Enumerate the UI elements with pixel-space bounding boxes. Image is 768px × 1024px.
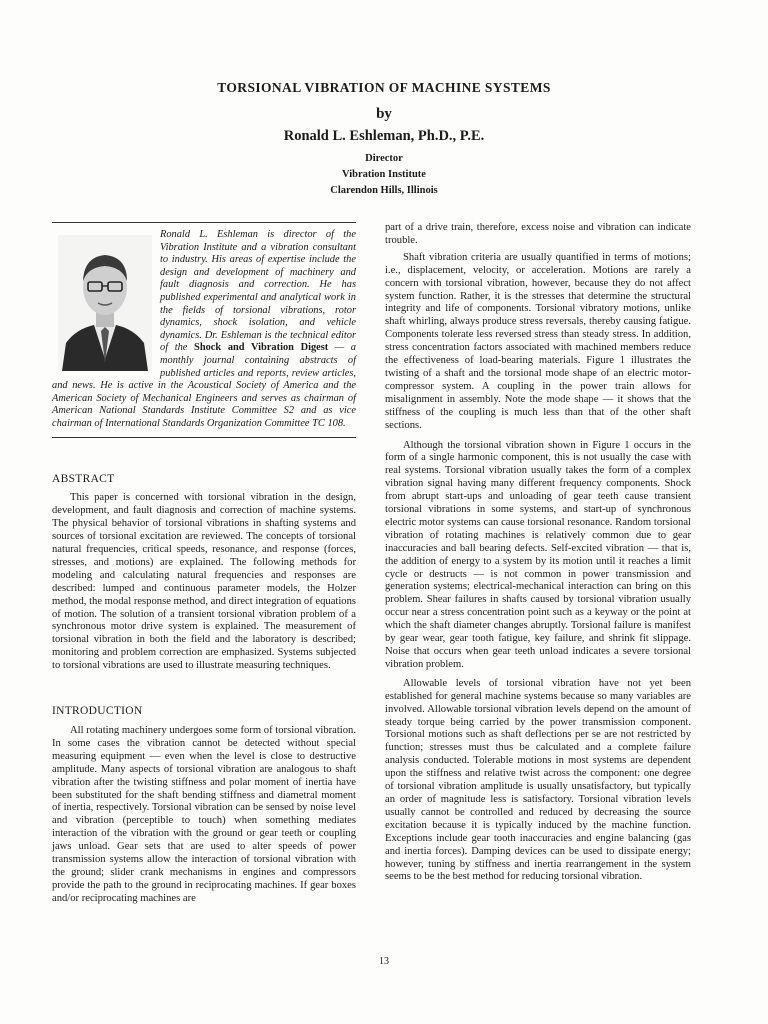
introduction-text: All rotating machinery undergoes some form of torsional vibration. In some cases the vibration cannot be detected without special measuring equipment — even when the level is close to destructive amplitude. Many aspects of torsional vibration are analogous to shaft vibration after the twisting stiffness and polar moment of inertia have been substituted for the shaft bending stiffness and diametral moment of inertia, respectively. Torsional vibration can be sensed by noise level and vibration (perceptible to touch) when something mediates interaction of the vibration with the ground or gear teeth or coupling jaws unload. Gear sets that are used to alter speeds of power transmission systems allow the interaction of torsional vibration with the ground; slider crank mechanisms in engines and compressors provide the path to the ground in reciprocating machines. If gear boxes and/or reciprocating machines are xyxy=(52,725,356,904)
author-affiliation xyxy=(0,151,768,199)
abstract-text: This paper is concerned with torsional vibration in the design, development, and fault diagnosis and correction of machine systems. The physical behavior of torsional vibrations in shafting systems and sources of torsional excitation are reviewed. The concepts of torsional natural frequencies, critical speeds, resonance, and response (forces, stresses, and motions) are explained. The following methods for modeling and calculating natural frequencies and responses are described: lumped and continuous parameter models, the Holzer method, the modal response method, and direct integration of equations of motion. The solution of a transient torsional vibration problem of a synchronous motor drive system is explained. The measurement of torsional vibration in both the field and the laboratory is described; monitoring and problem correction are emphasized. Systems subjected to torsional vibrations are used to illustrate measuring techniques. xyxy=(52,492,356,672)
abstract-heading: ABSTRACT xyxy=(52,472,115,485)
right-paragraph-3: Although the torsional vibration shown in Figure 1 occurs in the form of a single harmonic component, this is not usually the case with real systems. Torsional vibration usually takes the form of a complex vibration signal having many different frequency components. Shock from abrupt start-ups and unloading of gear teeth cause transient torsional vibrations in some systems, and start-up of synchronous electric motor systems can cause torsional resonance. Random torsional vibration of rotating machines is relatively common due to gear inaccuracies and ball bearing defects. Self-excited vibration — that is, the addition of energy to a system by its motion until it reaches a limit cycle or destructs — is not common in power transmission and generation systems; electrical-mechanical interaction can bring on this problem. Shear failures in shafts caused by torsional vibration usually occur near a stress concentration point such as a keyway or the point at which the shaft diameter changes abruptly. Torsional failure is manifest by gear wear, gear tooth fatigue, key failure, and shrink fit slippage. Noise that occurs when gear teeth unload indicates a severe torsional vibration problem. xyxy=(385,439,691,670)
author-photo xyxy=(58,235,152,371)
right-paragraph-1: part of a drive train, therefore, excess noise and vibration can indicate trouble. xyxy=(385,222,691,246)
left-column xyxy=(52,222,356,906)
bio-text-b: — a monthly journal containing abstracts of published articles and reports, review articles, and news. He is active in the Acoustical Society of America and the American Society of Mechanical Engineers and serves as chairman of American National Standards Institute Committee S2 and as vice chairman of International Standards Organization Committee TC 108. xyxy=(52,342,356,429)
affiliation-org: Vibration Institute xyxy=(342,169,426,180)
affiliation-role: Director xyxy=(365,153,403,164)
title-block xyxy=(0,80,768,199)
bio-top-rule xyxy=(52,222,356,223)
introduction-heading: INTRODUCTION xyxy=(52,705,143,718)
bio-text-a: Ronald L. Eshleman is director of the Vibration Institute and a vibration consultant to industry. His areas of expertise include the design and development of machinery and fault diagnosis and correction. He has published experimental and analytical work in the fields of torsional vibrations, rotor dynamics, shock isolation, and vehicle dynamics. Dr. Eshleman is the technical editor of the xyxy=(160,229,356,354)
by-line: by xyxy=(376,106,392,122)
author-name: Ronald L. Eshleman, Ph.D., P.E. xyxy=(283,128,485,144)
right-column xyxy=(385,222,691,884)
page-number: 13 xyxy=(379,956,389,967)
bio-bottom-rule xyxy=(52,437,356,438)
right-paragraph-2: Shaft vibration criteria are usually quantified in terms of motions; i.e., displacement, velocity, or acceleration. Motions are rarely a concern with torsional vibration, however, because they do not affect system function. Rather, it is the stresses that determine the structural integrity and life of components. Torsional vibratory motions, unlike shaft whirling, always produce stress reversals, thereby causing fatigue. Components tolerate less reversed stress than steady stress. In addition, stress concentration factors associated with machined members reduce the effectiveness of load-bearing materials. Figure 1 illustrates the twisting of a shaft and the torsional mode shape of an electric motor-compressor system. A coupling in the power train allows for misalignment in assembly. Note the mode shape — it shows that the stiffness of the coupling is much less than that of the other shaft sections. xyxy=(385,251,691,431)
author-bio xyxy=(52,229,356,431)
paper-title: TORSIONAL VIBRATION OF MACHINE SYSTEMS xyxy=(217,80,551,95)
affiliation-place: Clarendon Hills, Illinois xyxy=(330,185,438,196)
right-paragraph-4: Allowable levels of torsional vibration have not yet been established for general machine systems because so many variables are involved. Allowable torsional vibration levels depend on the amount of steady torque being carried by the power transmission component. Torsional motions such as shaft deflections per se are not restricted by function; stresses must thus be calculated and a complete failure analysis conducted. Tolerable motions in most systems are dependent upon the stiffness and relative twist across the component: one degree of torsional vibration amplitude is usually unsatisfactory, but typically an order of magnitude less is satisfactory. Torsional vibration levels usually cannot be controlled and reduced by decreasing the source excitation because it is typically induced by the machine function. Exceptions include gear tooth inaccuracies and engine balancing (gas and inertia forces). Damping devices can be used to dissipate energy; however, tuning by stiffness and inertia rearrangement in the system seems to be the best method for reducing torsional vibration. xyxy=(385,677,691,883)
bio-publication: Shock and Vibration Digest xyxy=(194,342,329,354)
